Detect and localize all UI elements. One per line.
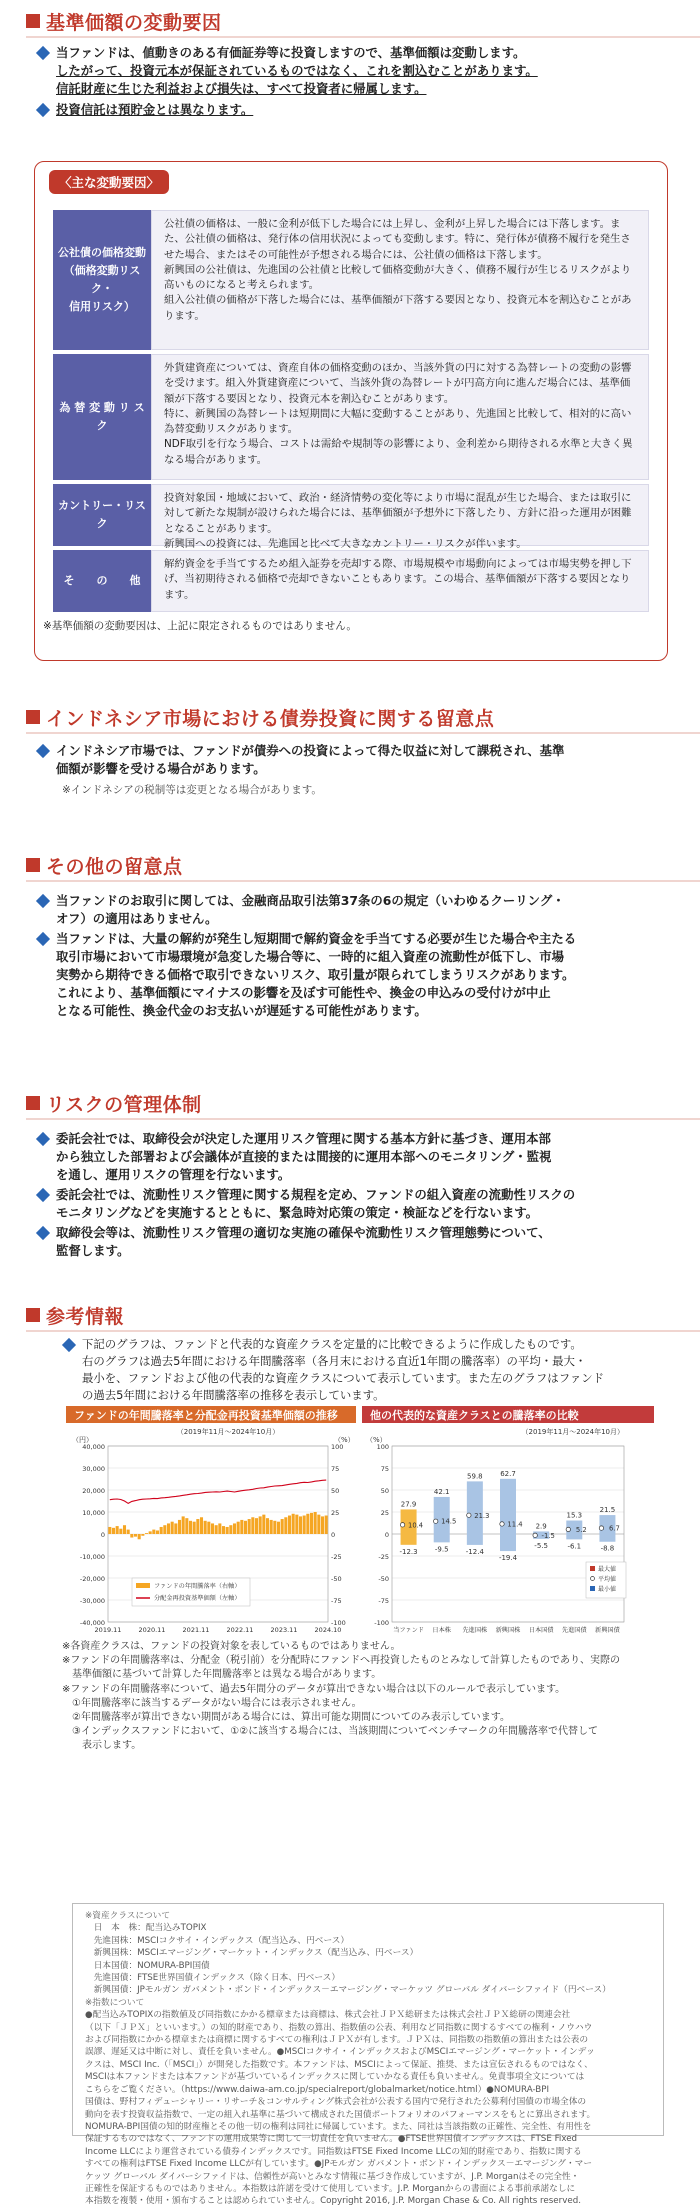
sources-line: 国債は、野村フィデューシャリー・リサーチ＆コンサルティング株式会社が公表する国内で発行された公募利付国債の市場全体の <box>85 2097 587 2108</box>
return-bar <box>119 1529 122 1534</box>
return-bar <box>160 1527 163 1534</box>
right-tick-label: 0 <box>331 1531 336 1539</box>
return-bar <box>310 1513 313 1534</box>
section-heading <box>26 1300 674 1330</box>
legend-label: ファンドの年間騰落率（右軸） <box>154 1583 241 1590</box>
return-bar <box>292 1514 295 1534</box>
return-bar <box>299 1516 302 1534</box>
return-bar <box>218 1523 221 1534</box>
axis-unit: （%） <box>366 1436 387 1444</box>
return-bar <box>138 1534 141 1539</box>
tick-label: 0 <box>384 1531 389 1539</box>
return-bar <box>167 1523 170 1534</box>
bullet-volatility: 当ファンドは、値動きのある有価証券等に投資しますので、基準価額は変動します。 したがって、投資元本が保証されているものではなく、これを割込むことがあります。 信託財産に生じた利益および損失は、すべて投資者に帰属します。 <box>36 44 666 98</box>
sources-line: 保証するものではなく、ファンドの運用成果等に関して一切責任を負いません。●FTSE世界国債インデックスは、FTSE Fixed <box>85 2134 578 2145</box>
return-bar <box>200 1517 203 1534</box>
legend-marker-max <box>590 1566 595 1571</box>
section-heading <box>26 6 674 36</box>
min-label: -5.5 <box>534 1541 548 1550</box>
return-bar <box>314 1512 317 1534</box>
return-bar <box>284 1517 287 1534</box>
avg-point <box>500 1522 504 1526</box>
sources-line: ケッツ グローバル ダイバーシファイドは、信頼性が高いとみなす情報に基づき作成していますが、J.P. Morganはその完全性・ <box>85 2171 580 2182</box>
avg-label: 5.2 <box>575 1525 587 1534</box>
tick-label: -100 <box>374 1619 389 1627</box>
sources-line: 誤謬、遅延又は中断に対し、責任を負いません。●MSCIコクサイ・インデックスおよびMSCIエマージング・マーケット・インデッ <box>85 2047 595 2058</box>
range-bar <box>500 1479 516 1551</box>
return-bar <box>134 1534 137 1537</box>
sources-line: NOMURA-BPI国債の知的財産権とその他一切の権利は同社に帰属しています。また、同社は当該指数の正確性、完全性、有用性を <box>85 2121 592 2132</box>
section-risk-management <box>0 1088 700 1262</box>
bullet-indonesia-tax: インドネシア市場では、ファンドが債券への投資によって得た収益に対して課税され、基準 価額が影響を受ける場合があります。 <box>36 742 666 778</box>
avg-point <box>434 1519 438 1523</box>
return-bar <box>273 1521 276 1534</box>
min-label: -12.3 <box>399 1547 418 1556</box>
category-label: 新興国債 <box>595 1627 620 1634</box>
return-bar <box>108 1527 111 1534</box>
sources-line: ※指数について <box>85 1997 145 2008</box>
category-label: 先進国株 <box>462 1627 488 1634</box>
factors-box-title: 〈主な変動要因〉 <box>49 170 169 194</box>
bullet-liquidity: 当ファンドは、大量の解約が発生し短期間で解約資金を手当てする必要が生じた場合や主たる 取引市場において市場環境が急変した場合等に、一時的に組入資産の流動性が低下し、市場 実勢から期待できる価格で取引できないリスク、取引量が限られてしまうリスクがあります。 これにより、基準価額にマイナスの影響を及ぼす可能性や、換金の申込みの受付けが中止 となる可能性、換金代金のお支払いが遅延する可能性があります。 <box>36 930 666 1020</box>
tick-label: -75 <box>378 1597 389 1605</box>
left-tick-label: 20,000 <box>82 1487 105 1495</box>
return-bar <box>156 1530 159 1534</box>
avg-point <box>599 1526 603 1530</box>
bullet-not-deposit: 投資信託は預貯金とは異なります。 <box>36 101 666 119</box>
x-tick-label: 2020.11 <box>138 1626 166 1634</box>
asset-class-chart <box>362 1406 654 1636</box>
x-tick-label: 2024.10 <box>314 1626 342 1634</box>
legend-marker-min <box>590 1586 595 1591</box>
return-bar <box>229 1525 232 1534</box>
min-label: -6.1 <box>567 1542 582 1551</box>
avg-label: 21.3 <box>474 1511 490 1520</box>
min-label: -9.5 <box>434 1545 449 1554</box>
asset-class-chart-title: 他の代表的な資産クラスとの騰落率の比較 <box>362 1406 654 1423</box>
x-tick-label: 2023.11 <box>270 1626 298 1634</box>
return-bar <box>145 1533 148 1534</box>
right-tick-label: -75 <box>331 1597 342 1605</box>
sources-line: 日 本 株：配当込みTOPIX <box>85 1923 207 1934</box>
factor-text: 投資対象国・地域において、政治・経済情勢の変化等により市場に混乱が生じた場合、または取引に対して新たな規制が設けられた場合には、基準価額が予想外に下落したり、方針に沿った運用が困難となることがあります。 新興国への投資には、先進国と比べて大きなカントリー・リスクが伴います。 <box>151 484 649 546</box>
sources-line: 正確性を保証するものではありません。本指数は許諾を受けて使用しています。J.P. Morganからの書面による事前承諾なしに <box>85 2183 576 2194</box>
sources-line: 先進国株：MSCIコクサイ・インデックス（配当込み、円ベース） <box>85 1935 350 1946</box>
return-bar <box>281 1519 284 1534</box>
sources-line: 本指数を複製・使用・頒布することは認められていません。Copyright 2016, J.P. Morgan Chase & Co. All rights reserved. <box>85 2196 581 2207</box>
section-price-factors <box>0 6 700 121</box>
return-bar <box>222 1526 225 1534</box>
factor-label: 公社債の価格変動 （価格変動リスク・ 信用リスク） <box>53 210 151 350</box>
return-bar <box>262 1515 265 1534</box>
avg-point <box>400 1523 404 1527</box>
return-bar <box>174 1523 177 1534</box>
return-bar <box>306 1514 309 1534</box>
left-tick-label: 30,000 <box>82 1465 105 1473</box>
asset-class-chart-svg <box>362 1424 654 1636</box>
category-label: 日本国債 <box>528 1627 554 1634</box>
heading-underline <box>26 732 700 734</box>
return-bar <box>317 1515 320 1534</box>
tick-label: 50 <box>380 1487 389 1495</box>
left-tick-label: -20,000 <box>79 1575 105 1583</box>
return-bar <box>251 1517 254 1534</box>
return-bar <box>189 1521 192 1534</box>
return-bar <box>303 1516 306 1534</box>
avg-label: 6.7 <box>609 1524 620 1533</box>
right-tick-label: 75 <box>331 1465 340 1473</box>
heading-mark-icon <box>26 14 40 28</box>
return-bar <box>141 1534 144 1536</box>
return-bar <box>325 1516 328 1534</box>
sources-line: ●配当込みTOPIXの指数値及び同指数にかかる標章または商標は、株式会社ＪＰＸ総研または株式会社ＪＰＸ総研の関連会社 <box>85 2010 571 2021</box>
factor-label: カントリー・リスク <box>53 484 151 546</box>
left-tick-label: -30,000 <box>79 1597 105 1605</box>
return-bar <box>112 1528 115 1534</box>
heading-mark-icon <box>26 1096 40 1110</box>
sources-line: MSCIは本ファンドまたは本ファンドが基づいているインデックスに関していかなる責任も負いません。免責事項全文については <box>85 2072 585 2083</box>
return-bar <box>259 1516 262 1534</box>
avg-label: 10.4 <box>408 1521 424 1530</box>
factor-text: 公社債の価格は、一般に金利が低下した場合には上昇し、金利が上昇した場合には下落します。また、公社債の価格は、発行体の信用状況によっても変動します。特に、発行体が債務不履行を発生させた場合、またはその可能性が予想される場合には、公社債の価格は下落します。 新興国の公社債は、先進国の公社債と比較して価格変動が大きく、債務不履行が生じるリスクがより高いものになると考えられます。 組入公社債の価格が下落した場合には、基準価額が下落する要因となり、投資元本を割込むことがあります。 <box>151 210 649 350</box>
right-axis-unit: （%） <box>334 1436 355 1444</box>
heading-mark-icon <box>26 1308 40 1322</box>
return-bar <box>226 1527 229 1534</box>
sources-line: 新興国債：JPモルガン ガバメント・ボンド・インデックス－エマージング・マーケッツ グローバル ダイバーシファイド（円ベース） <box>85 1985 611 1996</box>
legend-label: 最小値 <box>598 1586 617 1593</box>
return-bar <box>248 1519 251 1534</box>
sources-line: および同指数にかかる標章または商標に関するすべての権利はＪＰＸが有します。ＪＰＸは、同指数の指数値の算出または公表の <box>85 2035 589 2046</box>
sources-line: すべての権利はFTSE Fixed Income LLCが有しています。●JPモルガン ガバメント・ボンド・インデックス－エマージング・マー <box>85 2159 593 2170</box>
avg-point <box>533 1533 537 1537</box>
return-bar <box>270 1520 273 1534</box>
max-label: 62.7 <box>500 1469 516 1478</box>
section-other-notes <box>0 850 700 1022</box>
legend-label: 分配金再投資基準価額（左軸） <box>154 1595 241 1602</box>
min-label: -12.4 <box>465 1547 484 1556</box>
section-indonesia <box>0 702 700 797</box>
min-label: -19.4 <box>498 1554 518 1563</box>
return-bar <box>127 1530 130 1534</box>
avg-label: 11.4 <box>507 1520 523 1529</box>
right-tick-label: -25 <box>331 1553 342 1561</box>
sources-line: ※資産クラスについて <box>85 1911 171 1921</box>
max-label: 21.5 <box>599 1506 616 1515</box>
section-title: 参考情報 <box>46 1305 125 1328</box>
left-tick-label: -40,000 <box>79 1619 105 1627</box>
return-bar <box>288 1516 291 1534</box>
return-bar <box>277 1522 280 1534</box>
sources-box <box>72 1903 664 2207</box>
category-label: 当ファンド <box>393 1627 424 1634</box>
right-tick-label: -100 <box>331 1619 346 1627</box>
right-tick-label: 100 <box>331 1443 344 1451</box>
main-factors-box <box>34 161 668 661</box>
left-tick-label: 10,000 <box>82 1509 105 1517</box>
heading-underline <box>26 36 700 38</box>
return-bar <box>215 1525 218 1534</box>
return-bar <box>237 1522 240 1534</box>
category-label: 先進国債 <box>561 1627 587 1634</box>
legend-label: 最大値 <box>598 1566 617 1573</box>
return-bar <box>255 1518 258 1534</box>
legend-swatch-bar <box>136 1583 150 1588</box>
right-tick-label: 25 <box>331 1509 340 1517</box>
tick-label: -25 <box>378 1553 389 1561</box>
tick-label: 25 <box>380 1509 389 1517</box>
sources-line: Income LLCにより運営されている債券インデックスです。同指数はFTSE Fixed Income LLCの知的財産であり、指数に関する <box>85 2146 582 2157</box>
chart-notes: ※各資産クラスは、ファンドの投資対象を表しているものではありません。 ※ファンドの年間騰落率は、分配金（税引前）を分配時にファンドへ再投資したものとみなして計算したものであり、実際の 基準価額に基づいて計算した年間騰落率とは異なる場合があります。 ※ファンドの年間騰落率について、過去5年間分のデータが算出できない場合は以下のルールで表示しています。 ①年間騰落率に該当するデータがない場合には表示されません。 ②年間騰落率が算出できない期間がある場合には、算出可能な期間についてのみ表示しています。 ③インデックスファンドにおいて、①②に該当する場合には、当該期間についてベンチマークの年間騰落率で代替して 表示します。 <box>62 1641 620 1752</box>
x-tick-label: 2019.11 <box>94 1626 122 1634</box>
fund-chart-title: ファンドの年間騰落率と分配金再投資基準価額の推移 <box>66 1406 356 1423</box>
factor-row-other <box>53 550 649 612</box>
section-reference-info <box>0 1300 700 1406</box>
section-heading <box>26 850 674 880</box>
heading-underline <box>26 1330 700 1332</box>
max-label: 2.9 <box>535 1522 547 1531</box>
left-tick-label: 40,000 <box>82 1443 105 1451</box>
indonesia-note: ※インドネシアの税制等は変更となる場合があります。 <box>62 784 322 796</box>
left-axis-unit: （円） <box>72 1436 93 1444</box>
x-tick-label: 2021.11 <box>182 1626 210 1634</box>
bullet-liquidity-rules: 委託会社では、流動性リスク管理に関する規程を定め、ファンドの組入資産の流動性リスクの モニタリングなどを実施するとともに、緊急時対応策の策定・検証などを行ないます。 <box>36 1186 666 1222</box>
factor-label: 為 替 変 動 リ ス ク <box>53 354 151 480</box>
fund-chart <box>66 1406 356 1636</box>
left-tick-label: 0 <box>100 1531 105 1539</box>
return-bar <box>240 1520 243 1534</box>
heading-underline <box>26 880 700 882</box>
max-label: 15.3 <box>566 1511 583 1520</box>
sources-line: 新興国株：MSCIエマージング・マーケット・インデックス（配当込み、円ベース） <box>85 1948 419 1959</box>
section-heading <box>26 1088 674 1118</box>
factor-text: 解約資金を手当てするため組入証券を売却する際、市場規模や市場動向によっては市場実勢を押し下げ、当初期待される価格で売却できないこともあります。この場合、基準価額が下落する要因となります。 <box>151 550 649 612</box>
sources-line: クスは、MSCI Inc.（「MSCI」）が開発した指数です。本ファンドは、MSCIによって保証、推奨、または宣伝されるものではなく、 <box>85 2059 593 2070</box>
heading-mark-icon <box>26 858 40 872</box>
factor-row-fx <box>53 354 649 480</box>
factor-label: そ の 他 <box>53 550 151 612</box>
legend-marker-avg <box>591 1577 595 1581</box>
nav-line <box>110 1480 326 1503</box>
factor-row-country <box>53 484 649 550</box>
return-bar <box>295 1515 298 1534</box>
return-bar <box>163 1525 166 1534</box>
return-bar <box>182 1516 185 1534</box>
return-bar <box>185 1518 188 1534</box>
avg-label: 14.5 <box>441 1517 457 1526</box>
return-bar <box>193 1522 196 1534</box>
sources-line: 日本国債：NOMURA-BPI国債 <box>85 1960 210 1971</box>
left-tick-label: -10,000 <box>79 1553 105 1561</box>
chart-period: （2019年11月～2024年10月） <box>521 1428 624 1436</box>
return-bar <box>171 1522 174 1534</box>
avg-point <box>566 1527 570 1531</box>
avg-point <box>467 1513 471 1517</box>
section-title: その他の留意点 <box>46 855 183 878</box>
sources-line: こちらをご覧ください。（https://www.daiwa-am.co.jp/specialreport/globalmarket/notice.html）●NOMURA-BPI <box>85 2084 550 2095</box>
factor-row-bond <box>53 210 649 350</box>
return-bar <box>244 1521 247 1534</box>
min-label: -8.8 <box>600 1544 615 1553</box>
return-bar <box>321 1516 324 1534</box>
avg-label: -1.5 <box>541 1531 555 1540</box>
return-bar <box>233 1523 236 1534</box>
section-title: リスクの管理体制 <box>46 1093 202 1116</box>
return-bar <box>211 1523 214 1534</box>
section-heading <box>26 702 674 732</box>
return-bar <box>116 1526 119 1534</box>
bullet-risk-policy: 委託会社では、取締役会が決定した運用リスク管理に関する基本方針に基づき、運用本部 から独立した部署および会議体が直接的または間接的に運用本部へのモニタリング・監視 を通し、運用リスクの管理を行ないます。 <box>36 1130 666 1184</box>
bullet-cooling-off: 当ファンドのお取引に関しては、金融商品取引法第37条の6の規定（いわゆるクーリング・ オフ）の適用はありません。 <box>36 892 666 928</box>
return-bar <box>204 1521 207 1534</box>
sources-line: 動向を表す投資収益指数で、一定の組入れ基準に基づいて構成された国債ポートフォリオのパフォーマンスをもとに算出されます。 <box>85 2109 596 2120</box>
return-bar <box>266 1518 269 1534</box>
right-tick-label: 50 <box>331 1487 340 1495</box>
return-bar <box>123 1525 126 1534</box>
category-label: 新興国株 <box>495 1627 521 1634</box>
factors-footnote: ※基準価額の変動要因は、上記に限定されるものではありません。 <box>43 620 357 632</box>
tick-label: 100 <box>376 1443 389 1451</box>
heading-underline <box>26 1118 700 1120</box>
legend-label: 平均値 <box>598 1576 617 1583</box>
sources-line: 先進国債：FTSE世界国債インデックス（除く日本、円ベース） <box>85 1973 341 1984</box>
max-label: 59.8 <box>467 1472 483 1481</box>
chart-period: （2019年11月～2024年10月） <box>176 1428 280 1436</box>
return-bar <box>149 1531 152 1534</box>
return-bar <box>196 1519 199 1534</box>
factor-text: 外貨建資産については、資産自体の価格変動のほか、当該外貨の円に対する為替レートの変動の影響を受けます。組入外貨建資産について、当該外貨の為替レートが円高方向に進んだ場合には、基準価額が下落する要因となり、投資元本を割込むことがあります。 特に、新興国の為替レートは短期間に大幅に変動することがあり、先進国と比較して、相対的に高い為替変動リスクがあります。 NDF取引を行なう場合、コストは需給や規制等の影響により、金利差から期待される水準と大きく異なる場合があります。 <box>151 354 649 480</box>
return-bar <box>130 1534 133 1538</box>
max-label: 42.1 <box>433 1487 450 1496</box>
return-bar <box>152 1530 155 1534</box>
section-title: インドネシア市場における債券投資に関する留意点 <box>46 707 495 730</box>
right-tick-label: -50 <box>331 1575 342 1583</box>
fund-chart-svg <box>66 1424 356 1636</box>
tick-label: 75 <box>380 1465 389 1473</box>
bullet-board-oversight: 取締役会等は、流動性リスク管理の適切な実施の確保や流動性リスク管理態勢について、 監督します。 <box>36 1224 666 1260</box>
x-tick-label: 2022.11 <box>226 1626 254 1634</box>
return-bar <box>207 1522 210 1534</box>
tick-label: -50 <box>378 1575 389 1583</box>
return-bar <box>178 1520 181 1534</box>
heading-mark-icon <box>26 710 40 724</box>
section-title: 基準価額の変動要因 <box>46 11 222 34</box>
category-label: 日本株 <box>432 1627 451 1634</box>
reference-intro: 下記のグラフは、ファンドと代表的な資産クラスを定量的に比較できるように作成したものです。 右のグラフは過去5年間における年間騰落率（各月末における直近1年間の騰落率）の平均・最大・ 最小を、ファンドおよび他の代表的な資産クラスについて表示しています。また左のグラフはファンド の過去5年間における年間騰落率の推移を表示しています。 <box>62 1336 676 1404</box>
sources-line: （以下「ＪＰＸ」といいます。）の知的財産であり、指数の算出、指数値の公表、利用など同指数に関するすべての権利・ノウハウ <box>85 2022 593 2033</box>
max-label: 27.9 <box>400 1500 417 1509</box>
